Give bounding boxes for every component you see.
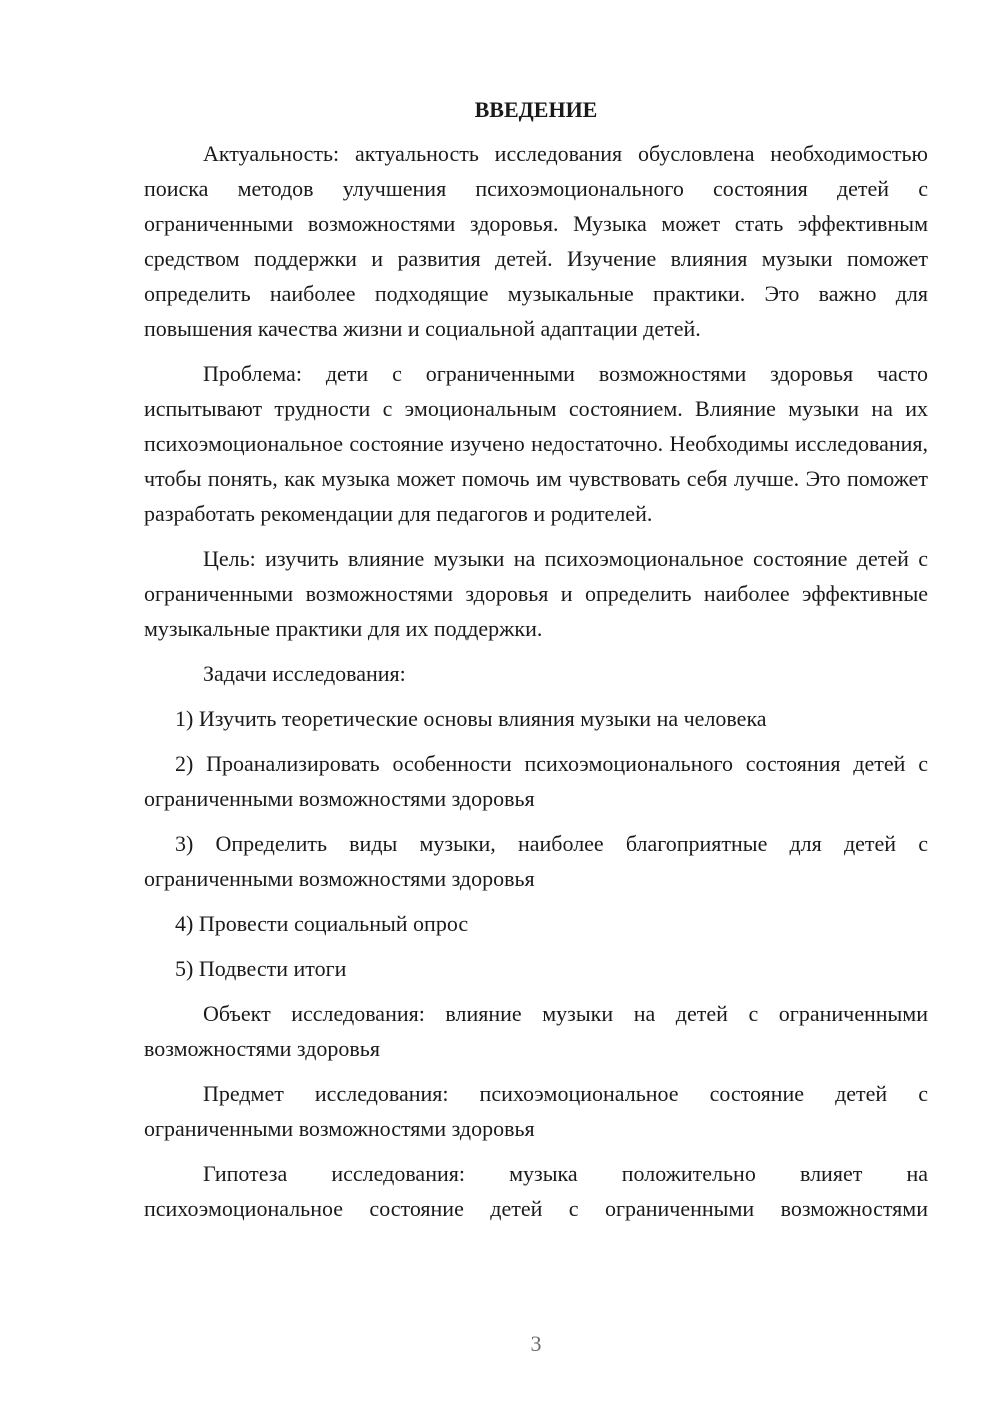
page-number: 3 — [530, 1331, 542, 1356]
goal-paragraph: Цель: изучить влияние музыки на психоэмоциональное состояние детей с ограниченными возможностями здоровья и определить наиболее эффективные музыкальные практики для их поддержки. — [144, 546, 928, 641]
tasks-title: Задачи исследования: — [203, 661, 406, 686]
problem-paragraph: Проблема: дети с ограниченными возможностями здоровья часто испытывают трудности с эмоциональным состоянием. Влияние музыки на их психоэмоциональное состояние изучено недостаточно. Необходимы исследования, чтобы понять, как музыка может помочь им чувствовать себя лучше. Это поможет разработать рекомендации для педагогов и родителей. — [144, 361, 928, 526]
object-paragraph: Объект исследования: влияние музыки на детей с ограниченными возможностями здоровья — [144, 1001, 928, 1061]
relevance-paragraph: Актуальность: актуальность исследования обусловлена необходимостью поиска методов улучшения психоэмоционального состояния детей с ограниченными возможностями здоровья. Музыка может стать эффективным средством поддержки и развития детей. Изучение влияния музыки поможет определить наиболее подходящие музыкальные практики. Это важно для повышения качества жизни и социальной адаптации детей. — [144, 141, 928, 341]
task-item-5: 5) Подвести итоги — [175, 956, 347, 981]
hypothesis-paragraph: Гипотеза исследования: музыка положительно влияет на психоэмоциональное состояние детей с ограниченными возможностями — [144, 1161, 928, 1221]
task-item-2: 2) Проанализировать особенности психоэмоционального состояния детей с ограниченными возможностями здоровья — [144, 751, 928, 811]
section-heading: ВВЕДЕНИЕ — [474, 97, 598, 122]
task-item-4: 4) Провести социальный опрос — [175, 911, 469, 936]
task-item-3: 3) Определить виды музыки, наиболее благоприятные для детей с ограниченными возможностями здоровья — [144, 831, 928, 891]
task-item-1: 1) Изучить теоретические основы влияния музыки на человека — [175, 706, 767, 731]
page-content — [144, 92, 928, 1236]
subject-paragraph: Предмет исследования: психоэмоциональное состояние детей с ограниченными возможностями здоровья — [144, 1081, 928, 1141]
